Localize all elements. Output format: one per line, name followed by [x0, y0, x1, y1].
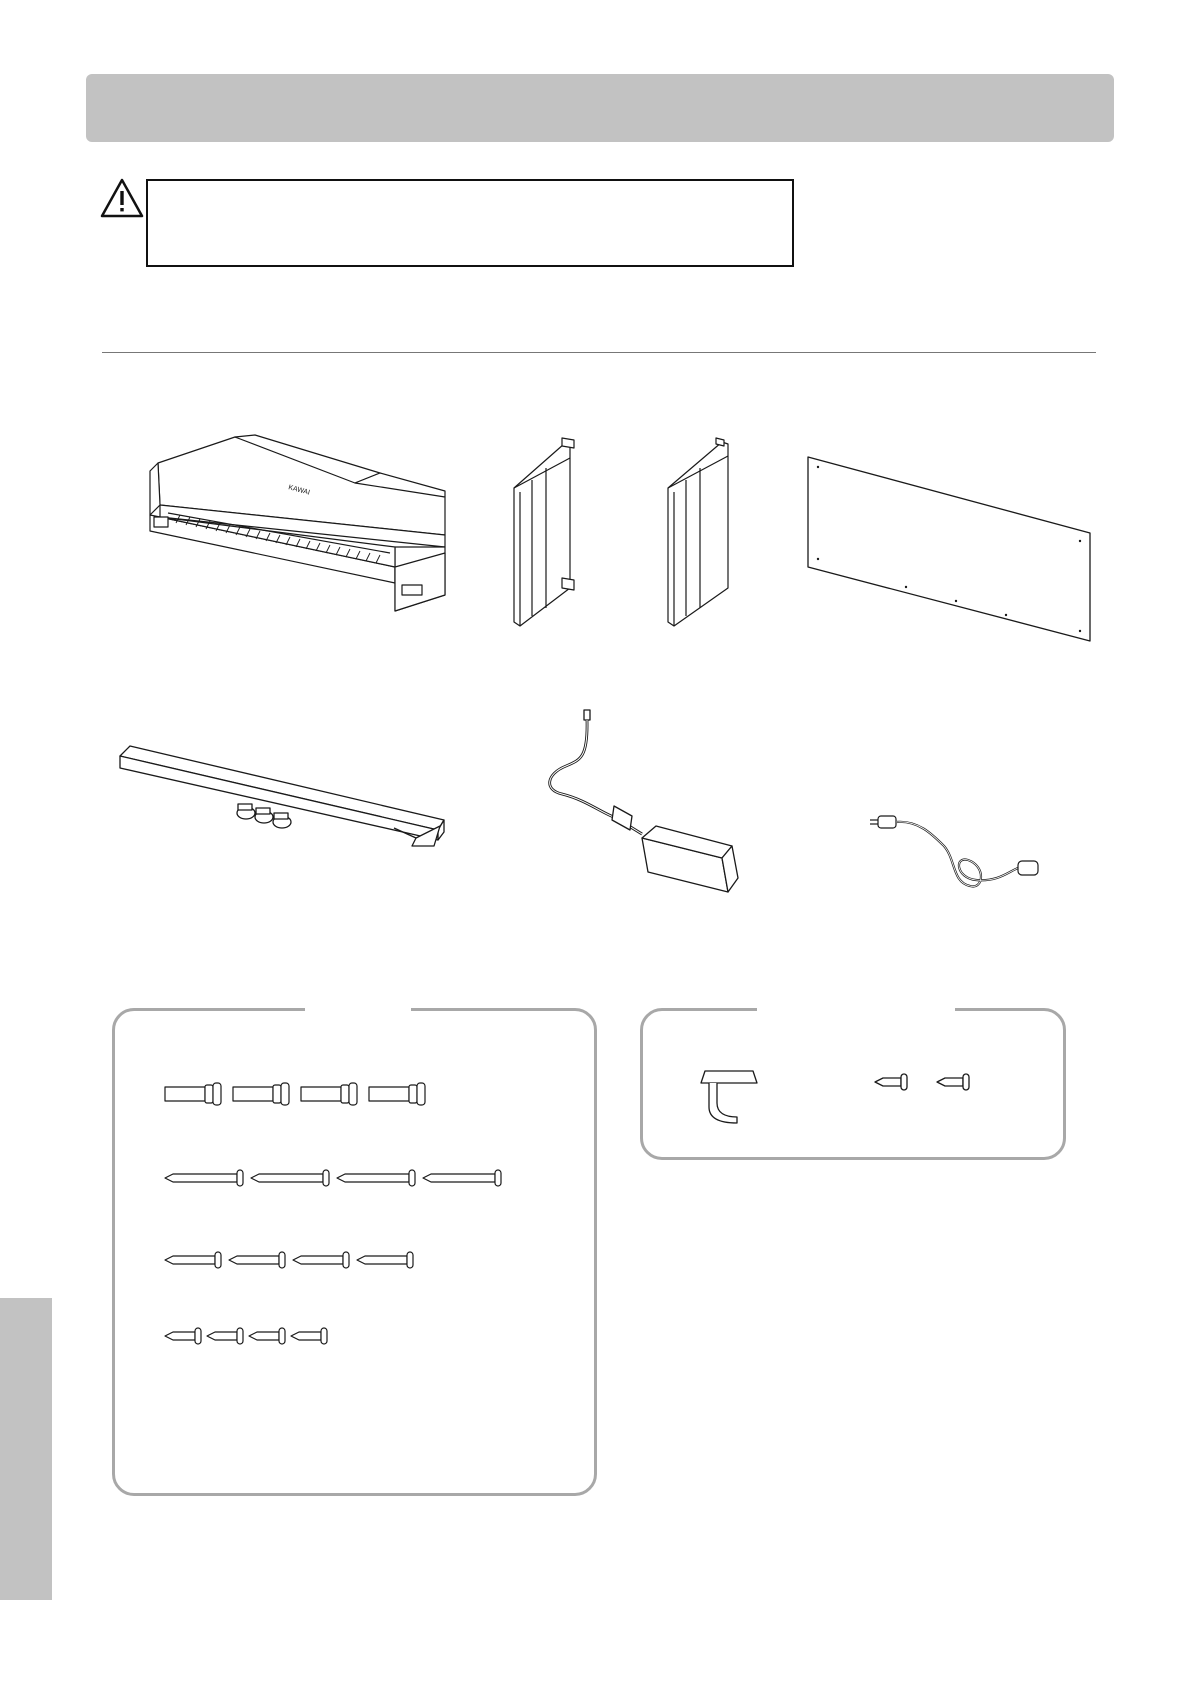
- hardware-panel: [112, 1008, 597, 1496]
- screw-set-illustration: [165, 1083, 525, 1373]
- side-index-tab: [0, 1298, 52, 1600]
- power-cord-illustration: [868, 806, 1044, 894]
- bolts-row: [165, 1083, 425, 1105]
- caution-box: [146, 179, 794, 267]
- short-screws-row: [165, 1328, 327, 1344]
- section-divider: [102, 352, 1096, 353]
- back-panel-illustration: [806, 455, 1096, 643]
- hook-screws-row: [875, 1074, 969, 1090]
- headphone-hook-icon: [701, 1071, 757, 1123]
- panel-heading-gap: [305, 1007, 411, 1013]
- piano-logo-text: KAWAI: [287, 484, 311, 497]
- side-panel-left-illustration: [512, 438, 590, 628]
- warning-triangle-icon: [100, 178, 144, 218]
- ac-adaptor-illustration: [536, 708, 742, 898]
- main-unit-illustration: [140, 435, 465, 620]
- pedal-assembly-illustration: [116, 742, 446, 850]
- long-screws-row: [165, 1170, 501, 1186]
- section-title-bar: [86, 74, 1114, 142]
- headphone-hook-panel: [640, 1008, 1066, 1160]
- hook-and-screws-illustration: [697, 1067, 977, 1137]
- medium-screws-row: [165, 1252, 413, 1268]
- panel-heading-gap: [757, 1007, 955, 1013]
- side-panel-right-illustration: [664, 438, 734, 628]
